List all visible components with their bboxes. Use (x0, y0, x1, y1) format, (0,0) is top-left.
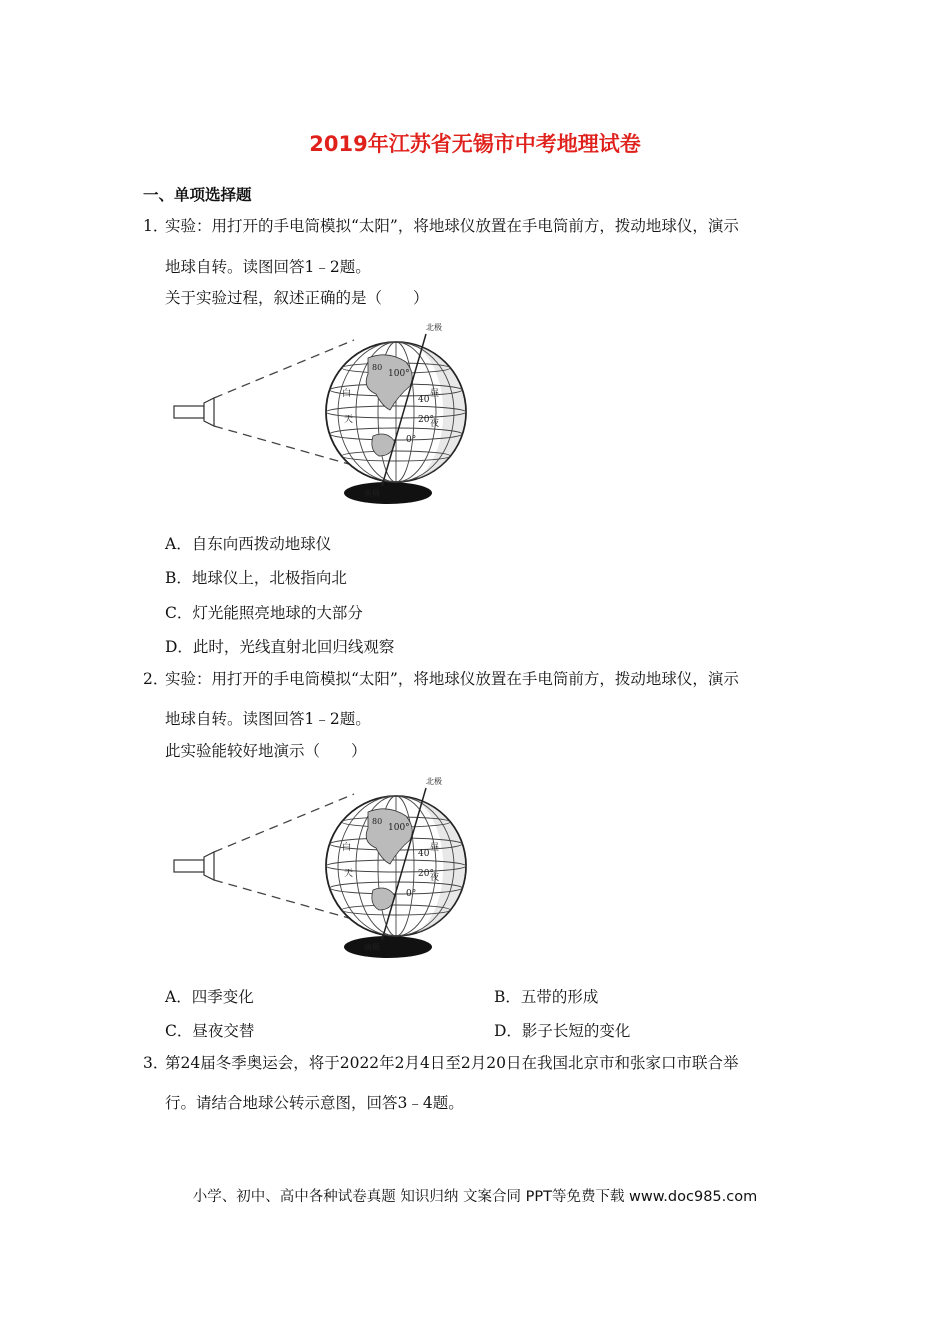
option-c[interactable]: C．灯光能照亮地球的大部分 (165, 604, 363, 622)
lat-40-label: 40 (418, 849, 430, 859)
flashlight-head (204, 852, 214, 880)
option-a[interactable]: A．四季变化 (165, 988, 254, 1006)
question-text-line1: 实验：用打开的手电筒模拟“太阳”，将地球仪放置在手电筒前方，拨动地球仪，演示 (165, 670, 739, 688)
option-b[interactable]: B．地球仪上，北极指向北 (165, 569, 347, 587)
lat-20-label: 20° (418, 869, 434, 879)
question-number: 1． (143, 217, 169, 235)
option-b[interactable]: B．五带的形成 (494, 988, 599, 1006)
question-text-line2: 行。请结合地球公转示意图，回答3﹣4题。 (165, 1094, 464, 1112)
lat-0-label: 0° (406, 889, 417, 899)
lat-0-label: 0° (406, 435, 417, 445)
tian-label: 天 (344, 415, 354, 425)
question-number: 2． (143, 670, 169, 688)
flashlight-head (204, 398, 214, 426)
ye-label: 夜 (430, 419, 440, 429)
question-prompt: 此实验能较好地演示（ ） (165, 742, 367, 760)
lon-100-label: 100° (388, 823, 410, 833)
lon-80-label: 80 (372, 363, 383, 372)
flashlight-handle (174, 860, 204, 872)
option-d[interactable]: D．影子长短的变化 (494, 1022, 631, 1040)
bai-label: 白 (342, 389, 352, 399)
tian-label: 天 (344, 869, 354, 879)
south-pole-label: 南极 (364, 943, 380, 952)
zhou-label: 昼 (430, 843, 440, 853)
north-pole-label: 北极 (426, 323, 442, 332)
south-pole-label: 南极 (364, 489, 380, 498)
question-prompt: 关于实验过程，叙述正确的是（ ） (165, 289, 429, 307)
question-text-line1: 第24届冬季奥运会，将于2022年2月4日至2月20日在我国北京市和张家口市联合举 (165, 1054, 739, 1072)
globe-flashlight-figure (168, 772, 468, 962)
lon-80-label: 80 (372, 817, 383, 826)
ye-label: 夜 (430, 873, 440, 883)
section-heading: 一、单项选择题 (143, 186, 252, 204)
globe-stand-base (344, 482, 432, 504)
bai-label: 白 (342, 843, 352, 853)
lat-20-label: 20° (418, 415, 434, 425)
question-text-line2: 地球自转。读图回答1﹣2题。 (165, 710, 371, 728)
option-c[interactable]: C．昼夜交替 (165, 1022, 255, 1040)
globe-stand-base (344, 936, 432, 958)
option-d[interactable]: D．此时，光线直射北回归线观察 (165, 638, 395, 656)
north-pole-label: 北极 (426, 777, 442, 786)
zhou-label: 昼 (430, 389, 440, 399)
lon-100-label: 100° (388, 369, 410, 379)
page-title: 2019年江苏省无锡市中考地理试卷 (309, 132, 641, 156)
flashlight-handle (174, 406, 204, 418)
lat-40-label: 40 (418, 395, 430, 405)
question-text-line1: 实验：用打开的手电筒模拟“太阳”，将地球仪放置在手电筒前方，拨动地球仪，演示 (165, 217, 739, 235)
question-text-line2: 地球自转。读图回答1﹣2题。 (165, 258, 371, 276)
page-footer: 小学、初中、高中各种试卷真题 知识归纳 文案合同 PPT等免费下载 www.doc985.com (192, 1189, 758, 1205)
globe-flashlight-figure (168, 318, 468, 508)
option-a[interactable]: A．自东向西拨动地球仪 (165, 535, 332, 553)
question-number: 3． (143, 1054, 169, 1072)
